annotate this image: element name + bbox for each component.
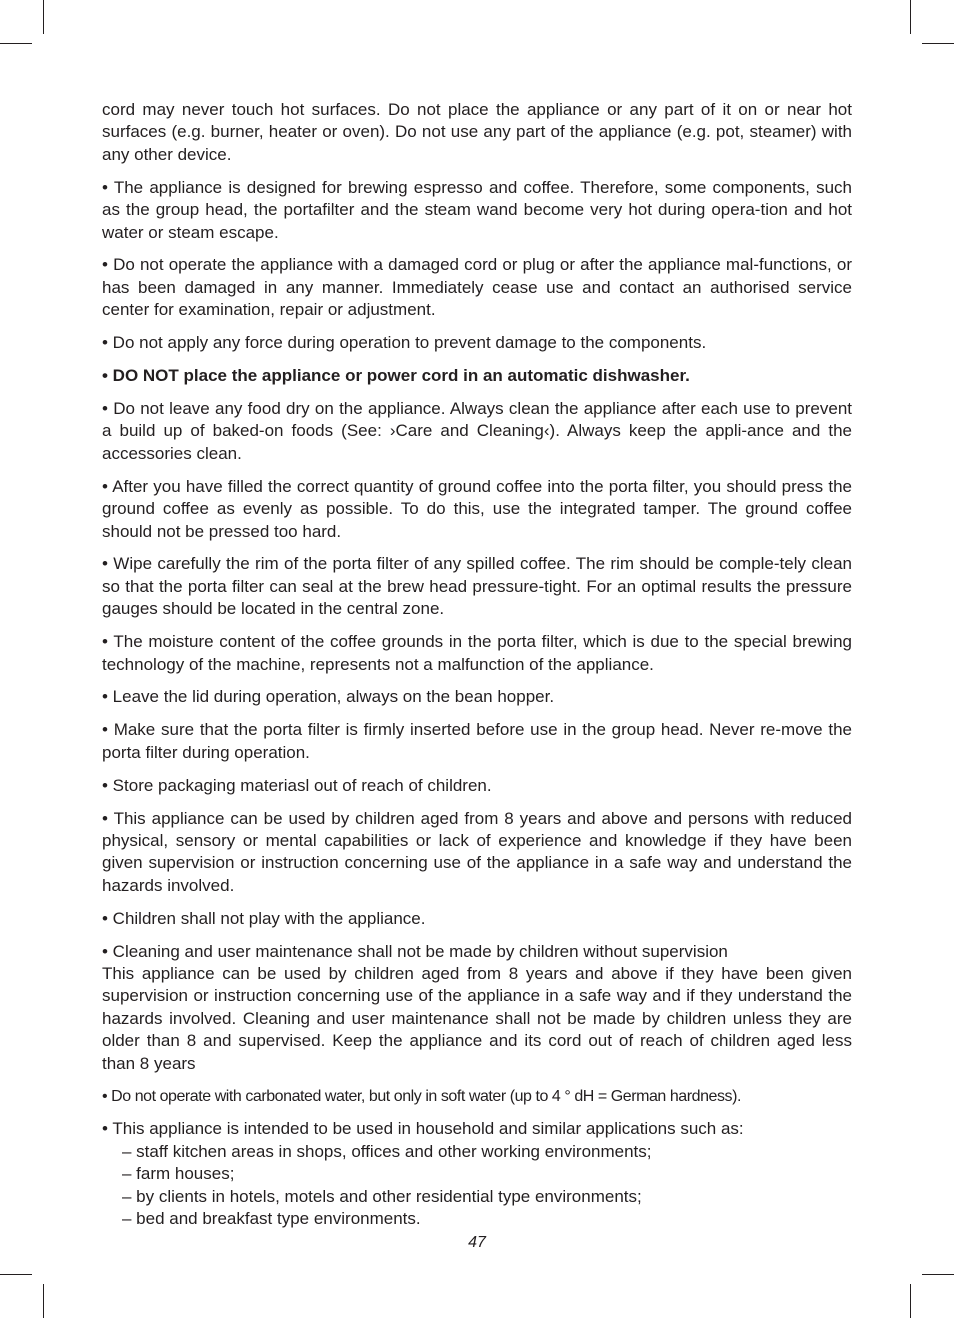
household-intro: • This appliance is intended to be used in household and similar applications such as:	[102, 1119, 744, 1139]
crop-mark-bottom-left-vertical	[43, 1284, 44, 1318]
crop-mark-top-right-vertical	[910, 0, 911, 34]
household-item: – by clients in hotels, motels and other residential type environments;	[122, 1186, 642, 1206]
paragraph-espresso-components-hot: • The appliance is designed for brewing espresso and coffee. Therefore, some components, such as the group head, the portafilter and the steam wand become very hot during opera-tion and hot water or steam escape.	[102, 177, 852, 242]
paragraph-clean-after-use: • Do not leave any food dry on the appliance. Always clean the appliance after each use to prevent a build up of baked-on foods (See: ›Care and Cleaning‹). Always keep the appli-ance and the accessories clean.	[102, 398, 852, 463]
paragraph-no-dishwasher-warning: • DO NOT place the appliance or power cord in an automatic dishwasher.	[102, 366, 690, 386]
children-supervision-bullet: • Cleaning and user maintenance shall not be made by children without supervision	[102, 941, 728, 961]
crop-mark-top-left-vertical	[43, 0, 44, 34]
household-item: – staff kitchen areas in shops, offices and other working environments;	[122, 1141, 652, 1161]
crop-mark-bottom-right-vertical	[910, 1284, 911, 1318]
crop-mark-bottom-right-horizontal	[922, 1274, 954, 1275]
paragraph-no-force: • Do not apply any force during operation to prevent damage to the components.	[102, 333, 707, 353]
paragraph-moisture-content: • The moisture content of the coffee grounds in the porta filter, which is due to the special brewing technology of the machine, represents not a malfunction of the appliance.	[102, 632, 852, 674]
paragraph-children-play: • Children shall not play with the appliance.	[102, 908, 426, 928]
crop-mark-bottom-left-horizontal	[0, 1274, 32, 1275]
paragraph-tamp-ground-coffee: • After you have filled the correct quantity of ground coffee into the porta filter, you should press the ground coffee as evenly as possible. To do this, use the integrated tamper. The ground coffee should not be pressed too hard.	[102, 476, 852, 541]
paragraph-porta-filter-inserted: • Make sure that the porta filter is firmly inserted before use in the group head. Never re-move the porta filter during operation.	[102, 720, 852, 762]
household-item: – farm houses;	[122, 1164, 235, 1184]
paragraph-water-hardness: • Do not operate with carbonated water, but only in soft water (up to 4 ° dH = German hardness).	[102, 1087, 741, 1105]
paragraph-packaging-materials: • Store packaging materiasl out of reach of children.	[102, 775, 492, 795]
paragraph-household-use	[102, 1118, 852, 1230]
safety-instructions-body	[102, 99, 852, 1241]
paragraph-bean-hopper-lid: • Leave the lid during operation, always on the bean hopper.	[102, 687, 555, 707]
children-supervision-continuation: This appliance can be used by children aged from 8 years and above if they have been given supervision or instruction concerning use of the appliance in a safe way and if they understand the hazards involved. Cleaning and user maintenance shall not be made by children unless they are older than 8 and supervised. Keep the appliance and its cord out of reach of children aged less than 8 years	[102, 964, 852, 1073]
paragraph-children-supervision	[102, 941, 852, 1075]
household-item: – bed and breakfast type environments.	[122, 1209, 421, 1229]
crop-mark-top-left-horizontal	[0, 43, 32, 44]
paragraph-cord-hot-surfaces: cord may never touch hot surfaces. Do not place the appliance or any part of it on or near hot surfaces (e.g. burner, heater or oven). Do not use any part of the appliance (e.g. pot, steamer) with any other device.	[102, 100, 852, 164]
crop-mark-top-right-horizontal	[922, 43, 954, 44]
paragraph-children-use: • This appliance can be used by children aged from 8 years and above and persons with reduced physical, sensory or mental capabilities or lack of experience and knowledge if they have been given supervision or instruction concerning use of the appliance in a safe way and understand the hazards involved.	[102, 808, 852, 895]
paragraph-wipe-porta-filter-rim: • Wipe carefully the rim of the porta filter of any spilled coffee. The rim should be comple-tely clean so that the porta filter can seal at the brew head pressure-tight. For an optimal results the pressure gauges should be located in the central zone.	[102, 554, 852, 619]
page-number: 47	[468, 1234, 486, 1251]
paragraph-damaged-cord: • Do not operate the appliance with a damaged cord or plug or after the appliance mal-functions, or has been damaged in any manner. Immediately cease use and contact an authorised service center for examination, repair or adjustment.	[102, 255, 852, 320]
